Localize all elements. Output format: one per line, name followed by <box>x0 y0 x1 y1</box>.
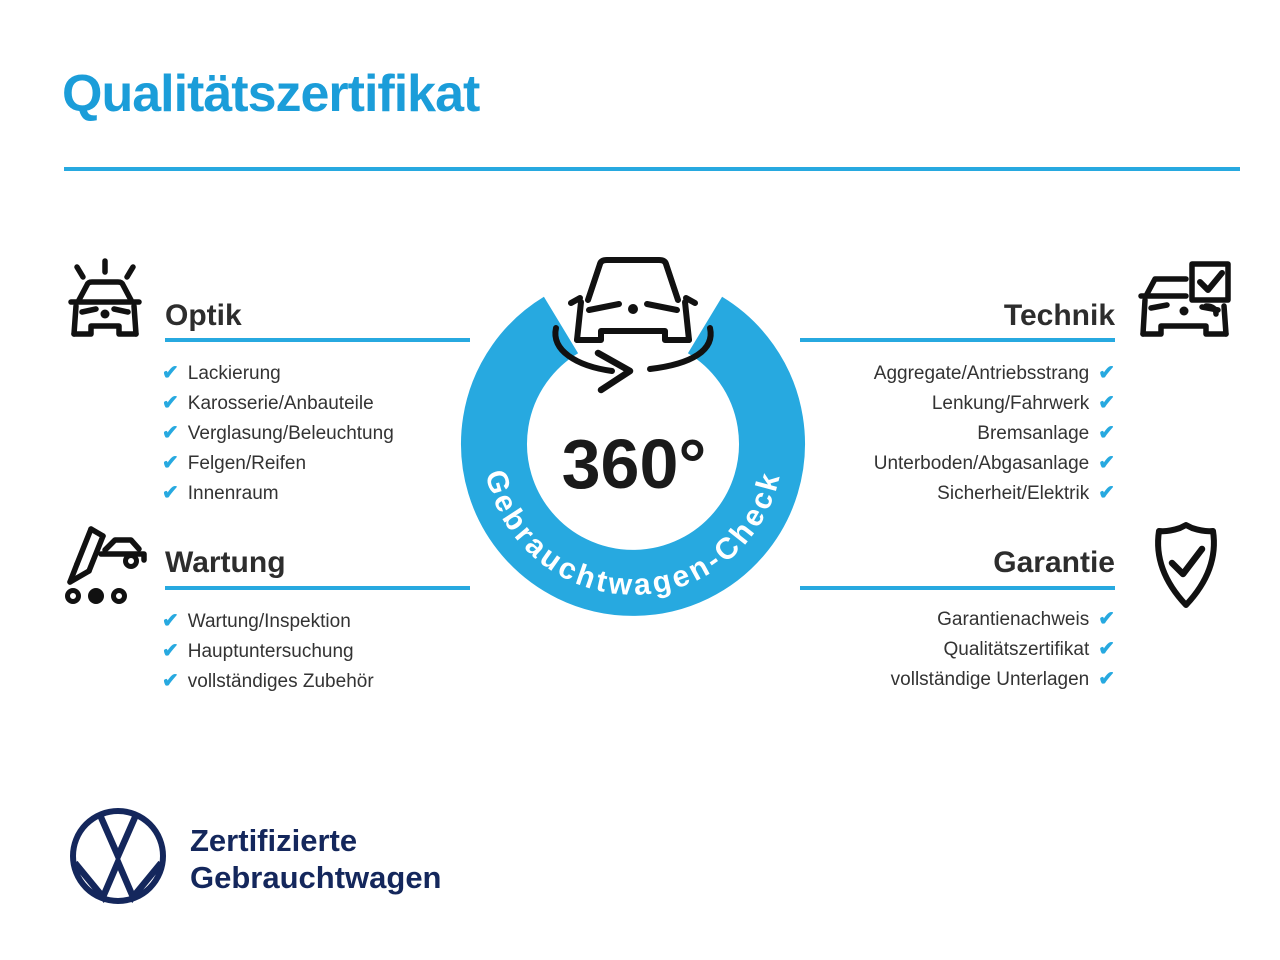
footer-line2: Gebrauchtwagen <box>190 860 442 895</box>
item-label: Lenkung/Fahrwerk <box>931 393 1090 414</box>
footer-line1: Zertifizierte <box>190 823 358 858</box>
check-icon: ✔ <box>162 670 179 692</box>
car-checkbox-icon <box>1138 258 1234 350</box>
footer-brand-text <box>190 822 442 896</box>
shield-check-icon <box>1146 518 1226 614</box>
vw-logo <box>68 806 168 906</box>
item-label: Garantienachweis <box>937 609 1090 630</box>
check-icon: ✔ <box>162 610 179 632</box>
item-label: vollständige Unterlagen <box>890 669 1090 690</box>
wartung-checklist <box>162 607 374 697</box>
section-rule-garantie <box>800 586 1115 590</box>
pencil-car-checklist-icon <box>56 514 150 608</box>
section-heading-optik: Optik <box>165 299 242 332</box>
section-heading-technik: Technik <box>1003 299 1115 332</box>
check-icon: ✔ <box>1098 668 1115 690</box>
check-icon: ✔ <box>1098 392 1115 414</box>
list-item <box>162 637 374 667</box>
degree-value: 360° <box>561 425 707 503</box>
check-icon: ✔ <box>1098 482 1115 504</box>
list-item <box>162 389 394 419</box>
check-icon: ✔ <box>162 392 179 414</box>
check-icon: ✔ <box>1098 638 1115 660</box>
check-icon: ✔ <box>162 422 179 444</box>
car-front-rotation-icon <box>555 260 710 390</box>
ring-label-text: Gebrauchtwagen-Check <box>478 466 788 603</box>
item-label: Aggregate/Antriebsstrang <box>873 363 1090 384</box>
check-icon: ✔ <box>1098 362 1115 384</box>
item-label: Lackierung <box>187 363 281 384</box>
list-item <box>162 449 394 479</box>
item-label: Sicherheit/Elektrik <box>937 483 1090 504</box>
check-icon: ✔ <box>162 640 179 662</box>
item-label: Verglasung/Beleuchtung <box>187 423 394 444</box>
section-rule-wartung <box>165 586 470 590</box>
item-label: vollständiges Zubehör <box>187 671 374 692</box>
check-icon: ✔ <box>1098 452 1115 474</box>
list-item <box>760 665 1115 695</box>
item-label: Karosserie/Anbauteile <box>187 393 374 414</box>
item-label: Wartung/Inspektion <box>187 611 351 632</box>
section-rule-optik <box>165 338 470 342</box>
item-label: Hauptuntersuchung <box>187 641 354 662</box>
item-label: Innenraum <box>187 483 279 504</box>
check-icon: ✔ <box>162 452 179 474</box>
list-item <box>162 607 374 637</box>
item-label: Unterboden/Abgasanlage <box>873 453 1090 474</box>
check-icon: ✔ <box>162 482 179 504</box>
section-rule-technik <box>800 338 1115 342</box>
list-item <box>162 419 394 449</box>
section-heading-garantie: Garantie <box>993 546 1115 579</box>
shining-car-icon <box>58 254 152 348</box>
check-icon: ✔ <box>1098 608 1115 630</box>
section-heading-wartung: Wartung <box>165 546 286 579</box>
item-label: Qualitätszertifikat <box>943 639 1090 660</box>
list-item <box>162 479 394 509</box>
list-item <box>162 359 394 389</box>
optik-checklist <box>162 359 394 509</box>
list-item <box>162 667 374 697</box>
item-label: Felgen/Reifen <box>187 453 307 474</box>
title-rule <box>64 167 1240 171</box>
check-icon: ✔ <box>1098 422 1115 444</box>
item-label: Bremsanlage <box>977 423 1090 444</box>
car-emblem-dot <box>628 304 638 314</box>
page-title: Qualitätszertifikat <box>62 65 480 123</box>
360-check-badge <box>455 240 815 640</box>
check-icon: ✔ <box>162 362 179 384</box>
